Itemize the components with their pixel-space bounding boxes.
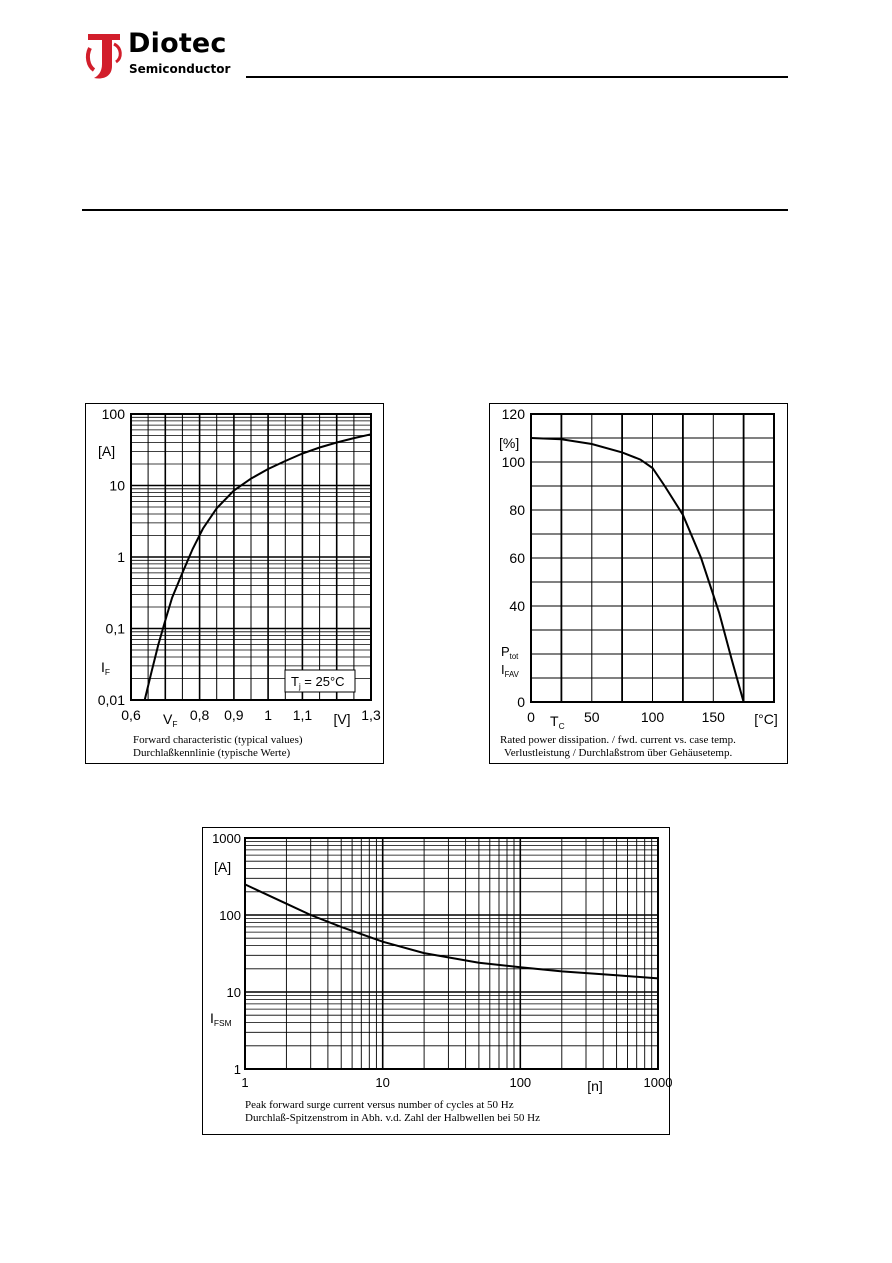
x-tick-label: 1,1	[292, 707, 313, 723]
y-axis-label: $I_F$	[101, 659, 111, 677]
x-tick-label: 0,6	[121, 707, 141, 723]
x-axis-label: $T_C$	[550, 713, 565, 731]
y-axis-label: $I_{FSM}$	[210, 1010, 232, 1028]
y-tick-label: 80	[509, 502, 525, 518]
y-tick-label: 10	[109, 477, 125, 494]
derating-caption-de: Verlustleistung / Durchlaßstrom über Gehäusetemp.	[504, 747, 733, 759]
forward-chart-svg	[86, 404, 383, 763]
x-tick-label: 50	[583, 709, 600, 725]
y-tick-label: 1	[117, 549, 125, 565]
surge-caption-de: Durchlaß-Spitzenstrom in Abh. v.d. Zahl der Halbwellen bei 50 Hz	[245, 1112, 540, 1124]
brand-name: Diotec	[128, 28, 227, 59]
y-tick-label: 0,01	[97, 692, 125, 708]
y-tick-label: 100	[501, 454, 525, 470]
y-tick-label: 120	[501, 406, 525, 422]
forward-caption-de: Durchlaßkennlinie (typische Werte)	[133, 747, 291, 759]
x-unit-label: [n]	[587, 1078, 603, 1094]
y-axis-label-current: $I_{FAV}$	[501, 662, 519, 679]
x-unit-label: [V]	[333, 711, 351, 727]
power-derating-chart	[489, 403, 788, 764]
surge-current-chart	[202, 827, 673, 1135]
derating-caption-en: Rated power dissipation. / fwd. current vs. case temp.	[500, 734, 736, 746]
y-axis-label-power: $P_{tot}$	[501, 644, 519, 661]
x-tick-label: 0,9	[224, 707, 244, 723]
brand-subtitle: Semiconductor	[129, 62, 231, 76]
x-tick-label: 100	[509, 1075, 532, 1090]
y-tick-label: 100	[101, 406, 125, 422]
y-tick-label: 40	[509, 598, 525, 614]
y-tick-label: 0	[517, 694, 525, 710]
temperature-annotation: $T_j = 25^\circ C$	[291, 674, 345, 691]
y-unit-label: [A]	[98, 443, 116, 459]
x-tick-label: 150	[701, 709, 725, 725]
header-rule	[246, 76, 788, 78]
forward-characteristic-chart	[85, 403, 384, 764]
x-unit-label: [°C]	[754, 711, 778, 727]
y-tick-label: 60	[509, 550, 525, 566]
x-tick-label: 0	[527, 709, 535, 725]
plot-frame	[245, 838, 658, 1069]
y-unit-label: [%]	[499, 435, 520, 451]
series-line-derating	[531, 438, 744, 702]
x-tick-label: 100	[640, 709, 665, 725]
y-tick-label: 10	[226, 985, 241, 1000]
x-tick-label: 0,8	[189, 707, 210, 723]
forward-caption-en: Forward characteristic (typical values)	[133, 734, 303, 746]
surge-caption-en: Peak forward surge current versus number of cycles at 50 Hz	[245, 1099, 514, 1111]
y-unit-label: [A]	[214, 859, 232, 875]
y-tick-label: 100	[219, 908, 241, 923]
surge-chart-svg	[203, 828, 673, 1134]
y-tick-label: 1000	[212, 831, 241, 846]
diotec-logo-mark-icon	[84, 32, 124, 80]
x-tick-label: 1,3	[361, 707, 381, 723]
x-tick-label: 1	[264, 707, 273, 723]
x-tick-label: 10	[375, 1075, 390, 1090]
section-rule	[82, 209, 788, 211]
series-line-surge	[245, 884, 658, 978]
derating-chart-svg	[490, 404, 787, 763]
diotec-logo	[84, 28, 254, 82]
y-tick-label: 1	[233, 1062, 241, 1077]
x-axis-label: $V_F$	[163, 711, 178, 729]
x-tick-label: 1000	[643, 1075, 673, 1090]
x-tick-label: 1	[241, 1075, 249, 1090]
y-tick-label: 0,1	[105, 620, 125, 637]
